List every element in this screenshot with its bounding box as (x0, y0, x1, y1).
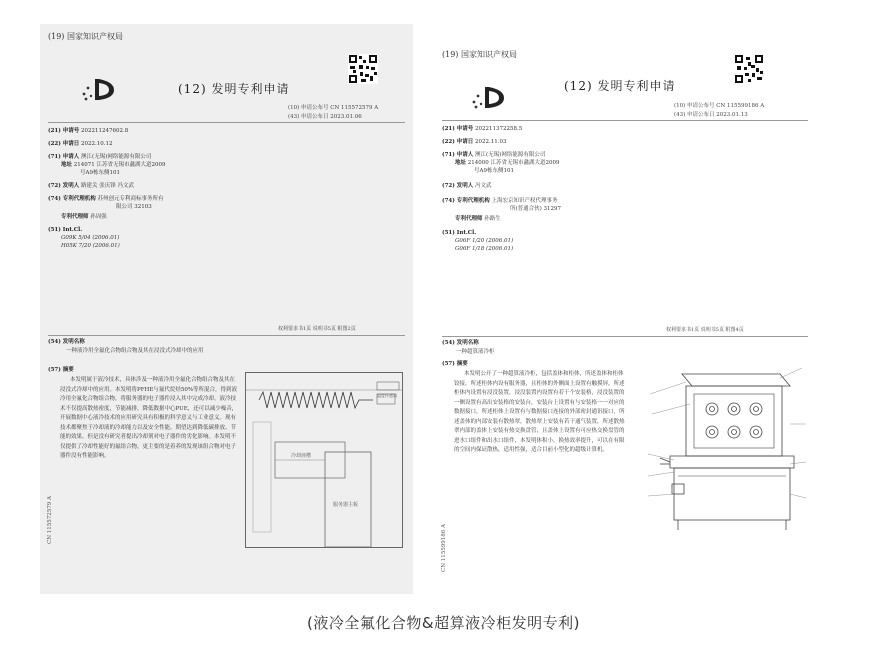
abstract-text: 本发明属于液冷技术，具体涉及一种液冷用全氟化合物组合物及其在浸没式冷却中的应用。本发明将PFHE与氟代烷烃50%等所混合，得到液冷用全氟化合物组合物，将服务器的电子器件浸入其中完成冷却。液冷技术不仅提高散热密度，节能减排，降低数据中心PUE，还可以减少噪音，开展数据中心液冷技术的应用研究具有积极的科学意义与工业意义。现有技术都聚焦于冷却液的冷却能力以及安全性能。期望达到降低碳排放、节能的效果。但是没有研究者提出冷却剂对电子器件的劣化影响。本发明不仅提供了冷却性能好的氟组合物，更主要的是着养的发现该组合物对电子器件没有性能影响。 (60, 377, 238, 459)
field-row: (22) 申请日 2022.11.03 (442, 139, 507, 145)
invention-title: 一种液冷用全氟化合物组合物及其在浸没式冷却中的应用 (66, 348, 204, 354)
figure-label-sensor: 温度传感器 (377, 393, 397, 398)
field-row: (22) 申请日 2022.10.12 (48, 141, 113, 147)
field-row: 地址 214000 江苏省无锡市蠡湖大道2009 (455, 160, 560, 166)
page-count-note: 权利要求书1页 说明书5页 附图2页 (278, 326, 356, 332)
abstract-label: (57) 摘要 (442, 361, 468, 367)
cnipa-logo-icon (78, 74, 118, 104)
field-row: H05K 7/20 (2006.01) (61, 243, 120, 249)
field-row: (21) 申请号 202211247602.8 (48, 128, 129, 134)
field-row: (51) Int.Cl. (48, 227, 83, 233)
field-row: 限公司 32103 (116, 204, 152, 210)
title-label: (54) 发明名称 (48, 339, 85, 345)
field-row: (72) 发明人 冯文武 (442, 183, 492, 189)
field-row: (71) 申请人 澳江(无锡)网络能源有限公司 (442, 152, 546, 158)
patent-document-left (40, 24, 413, 594)
field-row: (51) Int.Cl. (442, 230, 477, 236)
side-publication-number: CN 115599186 A (441, 524, 447, 572)
field-row: 号A9栋东侧101 (474, 168, 514, 174)
field-row: G06F 1/18 (2006.01) (455, 246, 514, 252)
figure-caption: (液冷全氟化合物&超算液冷柜发明专利) (307, 614, 580, 632)
field-row: (74) 专利代理机构 上海宏京知识产权代理事务 (442, 198, 558, 204)
publication-number: (10) 申请公布号 CN 115599186 A (674, 103, 765, 109)
divider (48, 335, 405, 336)
publication-date: (43) 申请公布日 2023.01.13 (674, 112, 748, 118)
field-row: (72) 发明人 路建关 张庆锋 冯文武 (48, 183, 135, 189)
page-count-note: 权利要求书1页 说明书5页 附图4页 (666, 327, 744, 333)
publication-kind: (12) 发明专利申请 (564, 79, 676, 93)
bibliographic-fields (442, 125, 561, 253)
field-row: (74) 专利代理机构 苏州创元专利商标事务所有 (48, 196, 164, 202)
publication-number: (10) 申请公布号 CN 115572579 A (288, 105, 379, 111)
side-publication-number: CN 115572579 A (47, 496, 53, 544)
field-row: G06F 1/20 (2006.01) (455, 238, 514, 244)
issuing-office: (19) 国家知识产权局 (48, 32, 123, 41)
field-row: 所(普通合伙) 31297 (510, 206, 562, 212)
abstract-text: 本发明公开了一种超算液冷柜，包括盖体和柜体，所述盖体和柜体铰接，所述柜体内设有服务器，且柜体的外侧面上设置有触摸屏，所述柜体内设置有浸没装置，浸没装置内设置有若干个安装格，浸没装置的一侧设置有高出安装格的安装台，安装台上设置有与安装格一一对应的数据接口，所述柜体上设置有与数据接口连接的外部密封通讯接口，所述盖体的内部安装有散热翠，散热翠上安装有若干通气装置，所述散热翠内部的盖体上安装有热交换盘管，且盖体上设置有可应热交换盘管的进水口组件和出水口组件，本发明体积小，换热效率提升，可以在有限的空间内保证散热，适用性强，适合目前小型化的超级计算机。 (454, 371, 625, 453)
field-row: G09K 5/04 (2006.01) (61, 235, 120, 241)
patent-document-right (434, 24, 814, 594)
qr-code-icon (734, 54, 764, 84)
field-row: 地址 214071 江苏省无锡市蠡湖大道2009 (61, 162, 166, 168)
invention-title: 一种超算液冷柜 (456, 349, 495, 355)
divider (48, 122, 405, 123)
divider (442, 336, 808, 337)
abstract-figure (630, 364, 812, 534)
qr-code-icon (348, 54, 378, 84)
issuing-office: (19) 国家知识产权局 (442, 50, 517, 59)
divider (442, 120, 808, 121)
field-row: 号A9栋东侧101 (80, 170, 120, 176)
abstract-label: (57) 摘要 (48, 367, 74, 373)
field-row: (21) 申请号 202211372258.5 (442, 126, 523, 132)
publication-kind: (12) 发明专利申请 (178, 82, 290, 96)
bibliographic-fields (48, 127, 166, 250)
publication-date: (43) 申请公布日 2023.01.06 (288, 114, 362, 120)
field-row: 专利代理师 孙周强 (61, 214, 107, 220)
figure-label-board: 服务器主板 (333, 502, 359, 508)
field-row: (71) 申请人 澳江(无锡)网络能源有限公司 (48, 154, 152, 160)
figure-label-tank: 冷却液槽 (291, 453, 312, 459)
title-label: (54) 发明名称 (442, 340, 479, 346)
field-row: 专利代理师 孙路生 (455, 216, 501, 222)
cnipa-logo-icon (468, 82, 508, 112)
